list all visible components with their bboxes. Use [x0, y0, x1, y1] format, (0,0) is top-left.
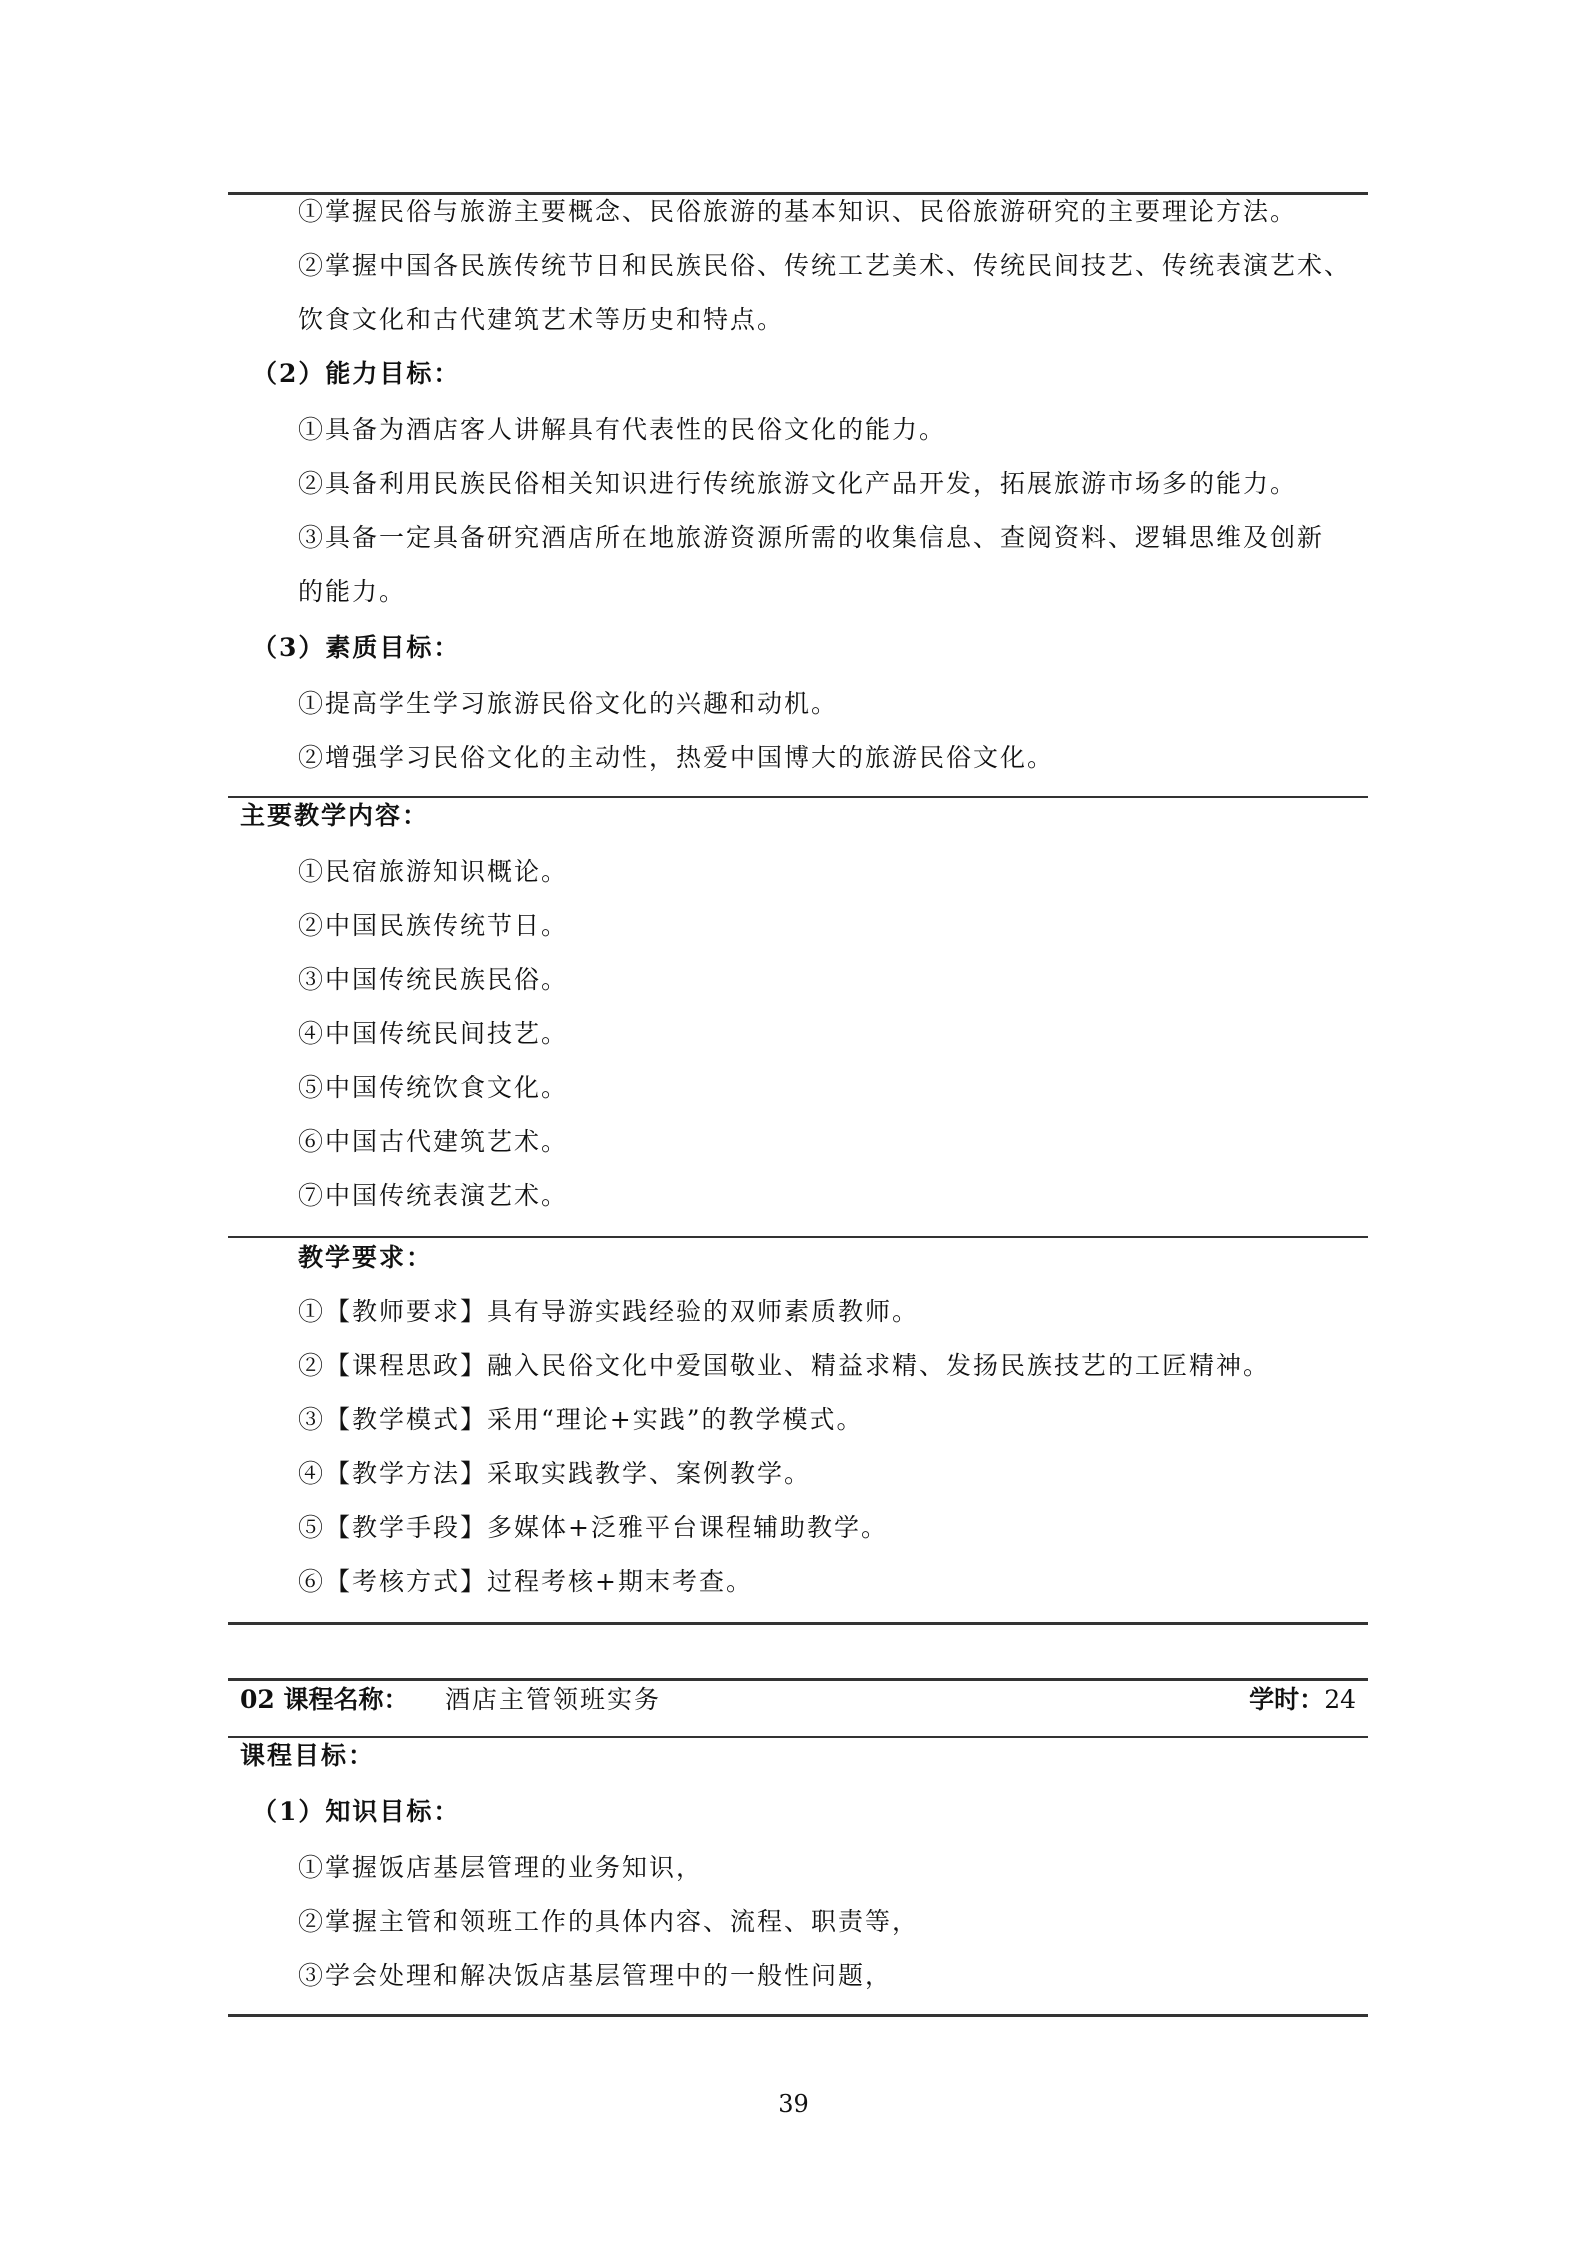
requirement-item: ③【教学模式】采用“理论+实践”的教学模式。	[298, 1405, 864, 1434]
requirement-item: ①【教师要求】具有导游实践经验的双师素质教师。	[298, 1297, 920, 1326]
section-divider	[228, 796, 1368, 798]
requirement-item: ②【课程思政】融入民俗文化中爱国敬业、精益求精、发扬民族技艺的工匠精神。	[298, 1351, 1271, 1380]
page-number: 39	[778, 2090, 809, 2118]
requirement-item: ④【教学方法】采取实践教学、案例教学。	[298, 1459, 812, 1488]
table-bottom-border	[228, 2014, 1368, 2017]
content-item: ⑤中国传统饮食文化。	[298, 1073, 569, 1102]
quality-heading: （3）素质目标：	[252, 633, 461, 662]
quality-item: ②增强学习民俗文化的主动性，热爱中国博大的旅游民俗文化。	[298, 743, 1055, 772]
ability-heading: （2）能力目标：	[252, 359, 461, 388]
knowledge-item: ②掌握中国各民族传统节日和民族民俗、传统工艺美术、传统民间技艺、传统表演艺术、	[298, 251, 1352, 280]
hours-value: 24	[1324, 1685, 1356, 1714]
knowledge-item: ①掌握民俗与旅游主要概念、民俗旅游的基本知识、民俗旅游研究的主要理论方法。	[298, 197, 1298, 226]
requirements-heading: 教学要求：	[298, 1243, 434, 1272]
table-top-border	[228, 192, 1368, 195]
content-item: ③中国传统民族民俗。	[298, 965, 569, 994]
table-top-border	[228, 1678, 1368, 1681]
course-header-row	[240, 1682, 1356, 1718]
content-item: ⑥中国古代建筑艺术。	[298, 1127, 569, 1156]
knowledge-item-continuation: 饮食文化和古代建筑艺术等历史和特点。	[298, 305, 785, 334]
content-heading: 主要教学内容：	[240, 801, 430, 830]
ability-item: ③具备一定具备研究酒店所在地旅游资源所需的收集信息、查阅资料、逻辑思维及创新	[298, 523, 1325, 552]
knowledge-item: ③学会处理和解决饭店基层管理中的一般性问题，	[298, 1961, 893, 1990]
goal-heading: 课程目标：	[240, 1741, 376, 1770]
content-item: ②中国民族传统节日。	[298, 911, 569, 940]
course-code-label: 02 课程名称：	[240, 1685, 409, 1714]
section-divider	[228, 1736, 1368, 1738]
content-item: ⑦中国传统表演艺术。	[298, 1181, 569, 1210]
knowledge-heading: （1）知识目标：	[252, 1797, 461, 1826]
course-hours	[1249, 1682, 1356, 1718]
section-divider	[228, 1236, 1368, 1238]
requirement-item: ⑤【教学手段】多媒体+泛雅平台课程辅助教学。	[298, 1513, 888, 1542]
ability-item: ②具备利用民族民俗相关知识进行传统旅游文化产品开发，拓展旅游市场多的能力。	[298, 469, 1298, 498]
table-bottom-border	[228, 1622, 1368, 1625]
knowledge-item: ①掌握饭店基层管理的业务知识，	[298, 1853, 704, 1882]
quality-item: ①提高学生学习旅游民俗文化的兴趣和动机。	[298, 689, 839, 718]
ability-item: ①具备为酒店客人讲解具有代表性的民俗文化的能力。	[298, 415, 947, 444]
ability-item-continuation: 的能力。	[298, 577, 407, 606]
content-item: ①民宿旅游知识概论。	[298, 857, 569, 886]
knowledge-item: ②掌握主管和领班工作的具体内容、流程、职责等，	[298, 1907, 920, 1936]
content-item: ④中国传统民间技艺。	[298, 1019, 569, 1048]
requirement-item: ⑥【考核方式】过程考核+期末考查。	[298, 1567, 753, 1596]
course-name: 酒店主管领班实务	[445, 1685, 662, 1714]
hours-label: 学时：	[1249, 1685, 1325, 1714]
